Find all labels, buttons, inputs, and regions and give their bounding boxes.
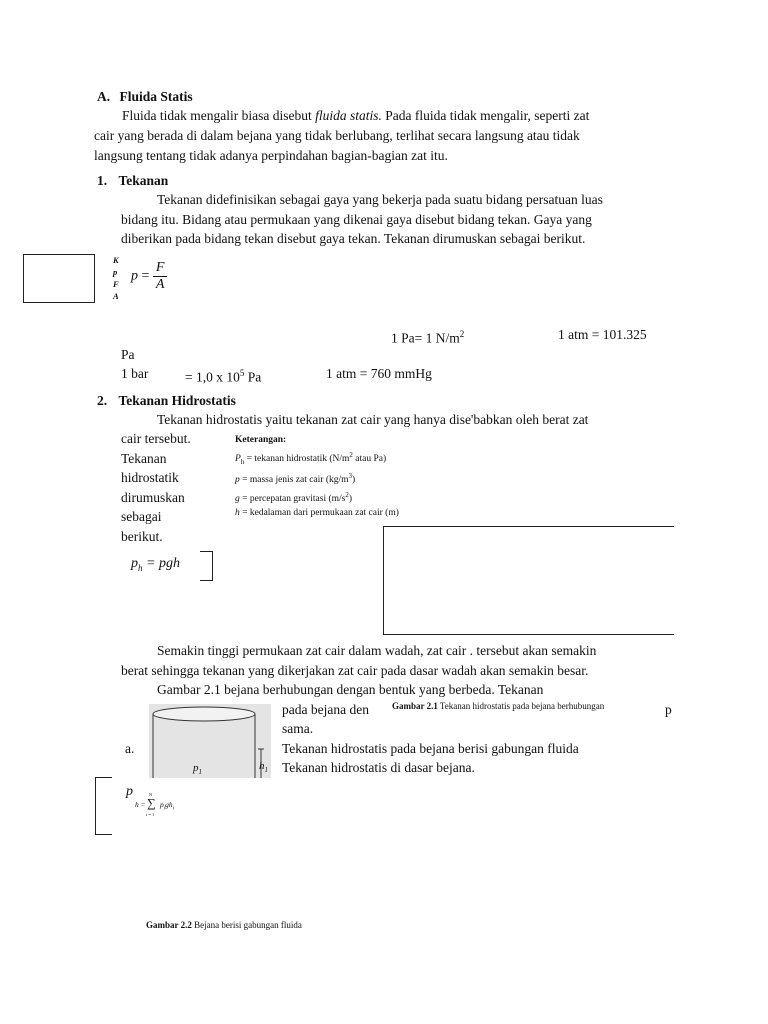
intro-italic-term: fluida statis. <box>315 108 382 123</box>
sum-eq: = <box>141 800 146 809</box>
sum-symbol: ∑ <box>147 796 156 810</box>
hidrostatis-left-column: cair tersebut. Tekanan hidrostatik dirumuskan sebagai berikut. <box>121 431 191 544</box>
line-gabungan: Tekanan hidrostatis pada bejana berisi gabungan fluida <box>282 741 579 756</box>
line-sama: sama. <box>282 721 314 736</box>
pressure-fraction: $\frac{F}{A}$ <box>153 260 168 293</box>
unit-atm: 1 atm = 101.325 <box>558 327 647 342</box>
para3-line-2: pada bejana den <box>282 702 369 717</box>
item-a: a. <box>125 741 135 756</box>
para3-line-1: Gambar 2.1 bejana berhubungan dengan bentuk yang berbeda. Tekanan <box>157 682 544 697</box>
empty-box-1 <box>23 254 95 303</box>
intro-line-2: cair yang berada di dalam bejana yang tidak berlubang, terlihat secara langsung atau tidak <box>94 128 580 143</box>
tekanan-heading: 1. Tekanan <box>97 173 169 188</box>
pressure-formula: p = $\frac{F}{A}$ <box>131 260 167 293</box>
keterangan-item: p = massa jenis zat cair $(kg/m^3)$ <box>235 472 356 486</box>
section-title: Fluida Statis <box>119 89 193 104</box>
caption-2-1: Gambar 2.1 Tekanan hidrostatis pada bejana berhubungan <box>392 700 667 712</box>
vessel-label-p1: $p_1$ <box>193 762 202 777</box>
unit-pa: 1 Pa= 1 $N/m^2$ <box>391 329 465 346</box>
vessel-drawing <box>149 704 271 778</box>
tekanan-line-2: bidang itu. Bidang atau permukaan yang dikenai gaya disebut bidang tekan. Gaya yang <box>121 212 592 227</box>
caption-2-2: Gambar 2.2 Bejana berisi gabungan fluida <box>146 920 302 930</box>
para2-line-1: Semakin tinggi permukaan zat cair dalam wadah, zat cair . tersebut akan semakin <box>157 643 597 658</box>
keterangan-item: h = kedalaman dari permukaan zat cair (m) <box>235 508 399 519</box>
tekanan-line-1: Tekanan didefinisikan sebagai gaya yang bekerja pada suatu bidang persatuan luas <box>157 192 603 207</box>
section-letter: A. <box>97 89 111 104</box>
intro-line-3: langsung tentang tidak adanya perpindahan bagian-bagian zat itu. <box>94 148 448 163</box>
line-dasar: Tekanan hidrostatis di dasar bejana. <box>282 760 475 775</box>
unit-atm-cont: Pa <box>121 347 135 362</box>
sum-top: N <box>149 792 153 797</box>
sum-h: h <box>135 800 139 809</box>
intro-line-1: Fluida tidak mengalir biasa disebut fluida statis. Pada fluida tidak mengalir, seperti zat <box>122 108 590 123</box>
unit-bar-label: 1 bar <box>121 366 149 381</box>
para2-line-2: berat sehingga tekanan yang dikerjakan zat cair pada dasar wadah akan semakin besar. <box>121 663 589 678</box>
hydrostatic-formula: $p_h$ = pgh <box>131 556 180 573</box>
tekanan-line-3: diberikan pada bidang tekan disebut gaya tekan. Tekanan dirumuskan sebagai berikut. <box>121 231 586 246</box>
formula-bracket <box>200 551 213 581</box>
keterangan-title: Keterangan: <box>235 435 287 445</box>
hidrostatis-heading: 2. Tekanan Hidrostatis <box>97 393 236 408</box>
sum-bottom: i = 1 <box>146 812 155 817</box>
keterangan-block <box>235 433 399 521</box>
sum-bracket <box>95 777 112 835</box>
section-heading <box>97 87 193 107</box>
stray-p: p <box>665 702 672 717</box>
unit-bar-value: = 1,0 x $10^5$ Pa <box>185 368 262 385</box>
sum-term: $p_igh_i$ <box>160 800 175 812</box>
unit-atm-mmhg: 1 atm = 760 mmHg <box>326 366 432 381</box>
empty-figure-box <box>383 526 674 635</box>
keterangan-item: $P_h$ = tekanan hidrostatik ($N/m^2$ atau Pa) <box>235 450 387 466</box>
vessel-image <box>149 704 271 778</box>
side-letters: K p F A <box>113 255 119 301</box>
keterangan-item: g = percepatan gravitasi $(m/s^2)$ <box>235 490 353 504</box>
sum-p: p <box>126 784 133 799</box>
hidrostatis-line-1: Tekanan hidrostatis yaitu tekanan zat cair yang hanya dise'babkan oleh berat zat <box>157 412 589 427</box>
vessel-label-h1: $h_1$ <box>259 760 268 775</box>
